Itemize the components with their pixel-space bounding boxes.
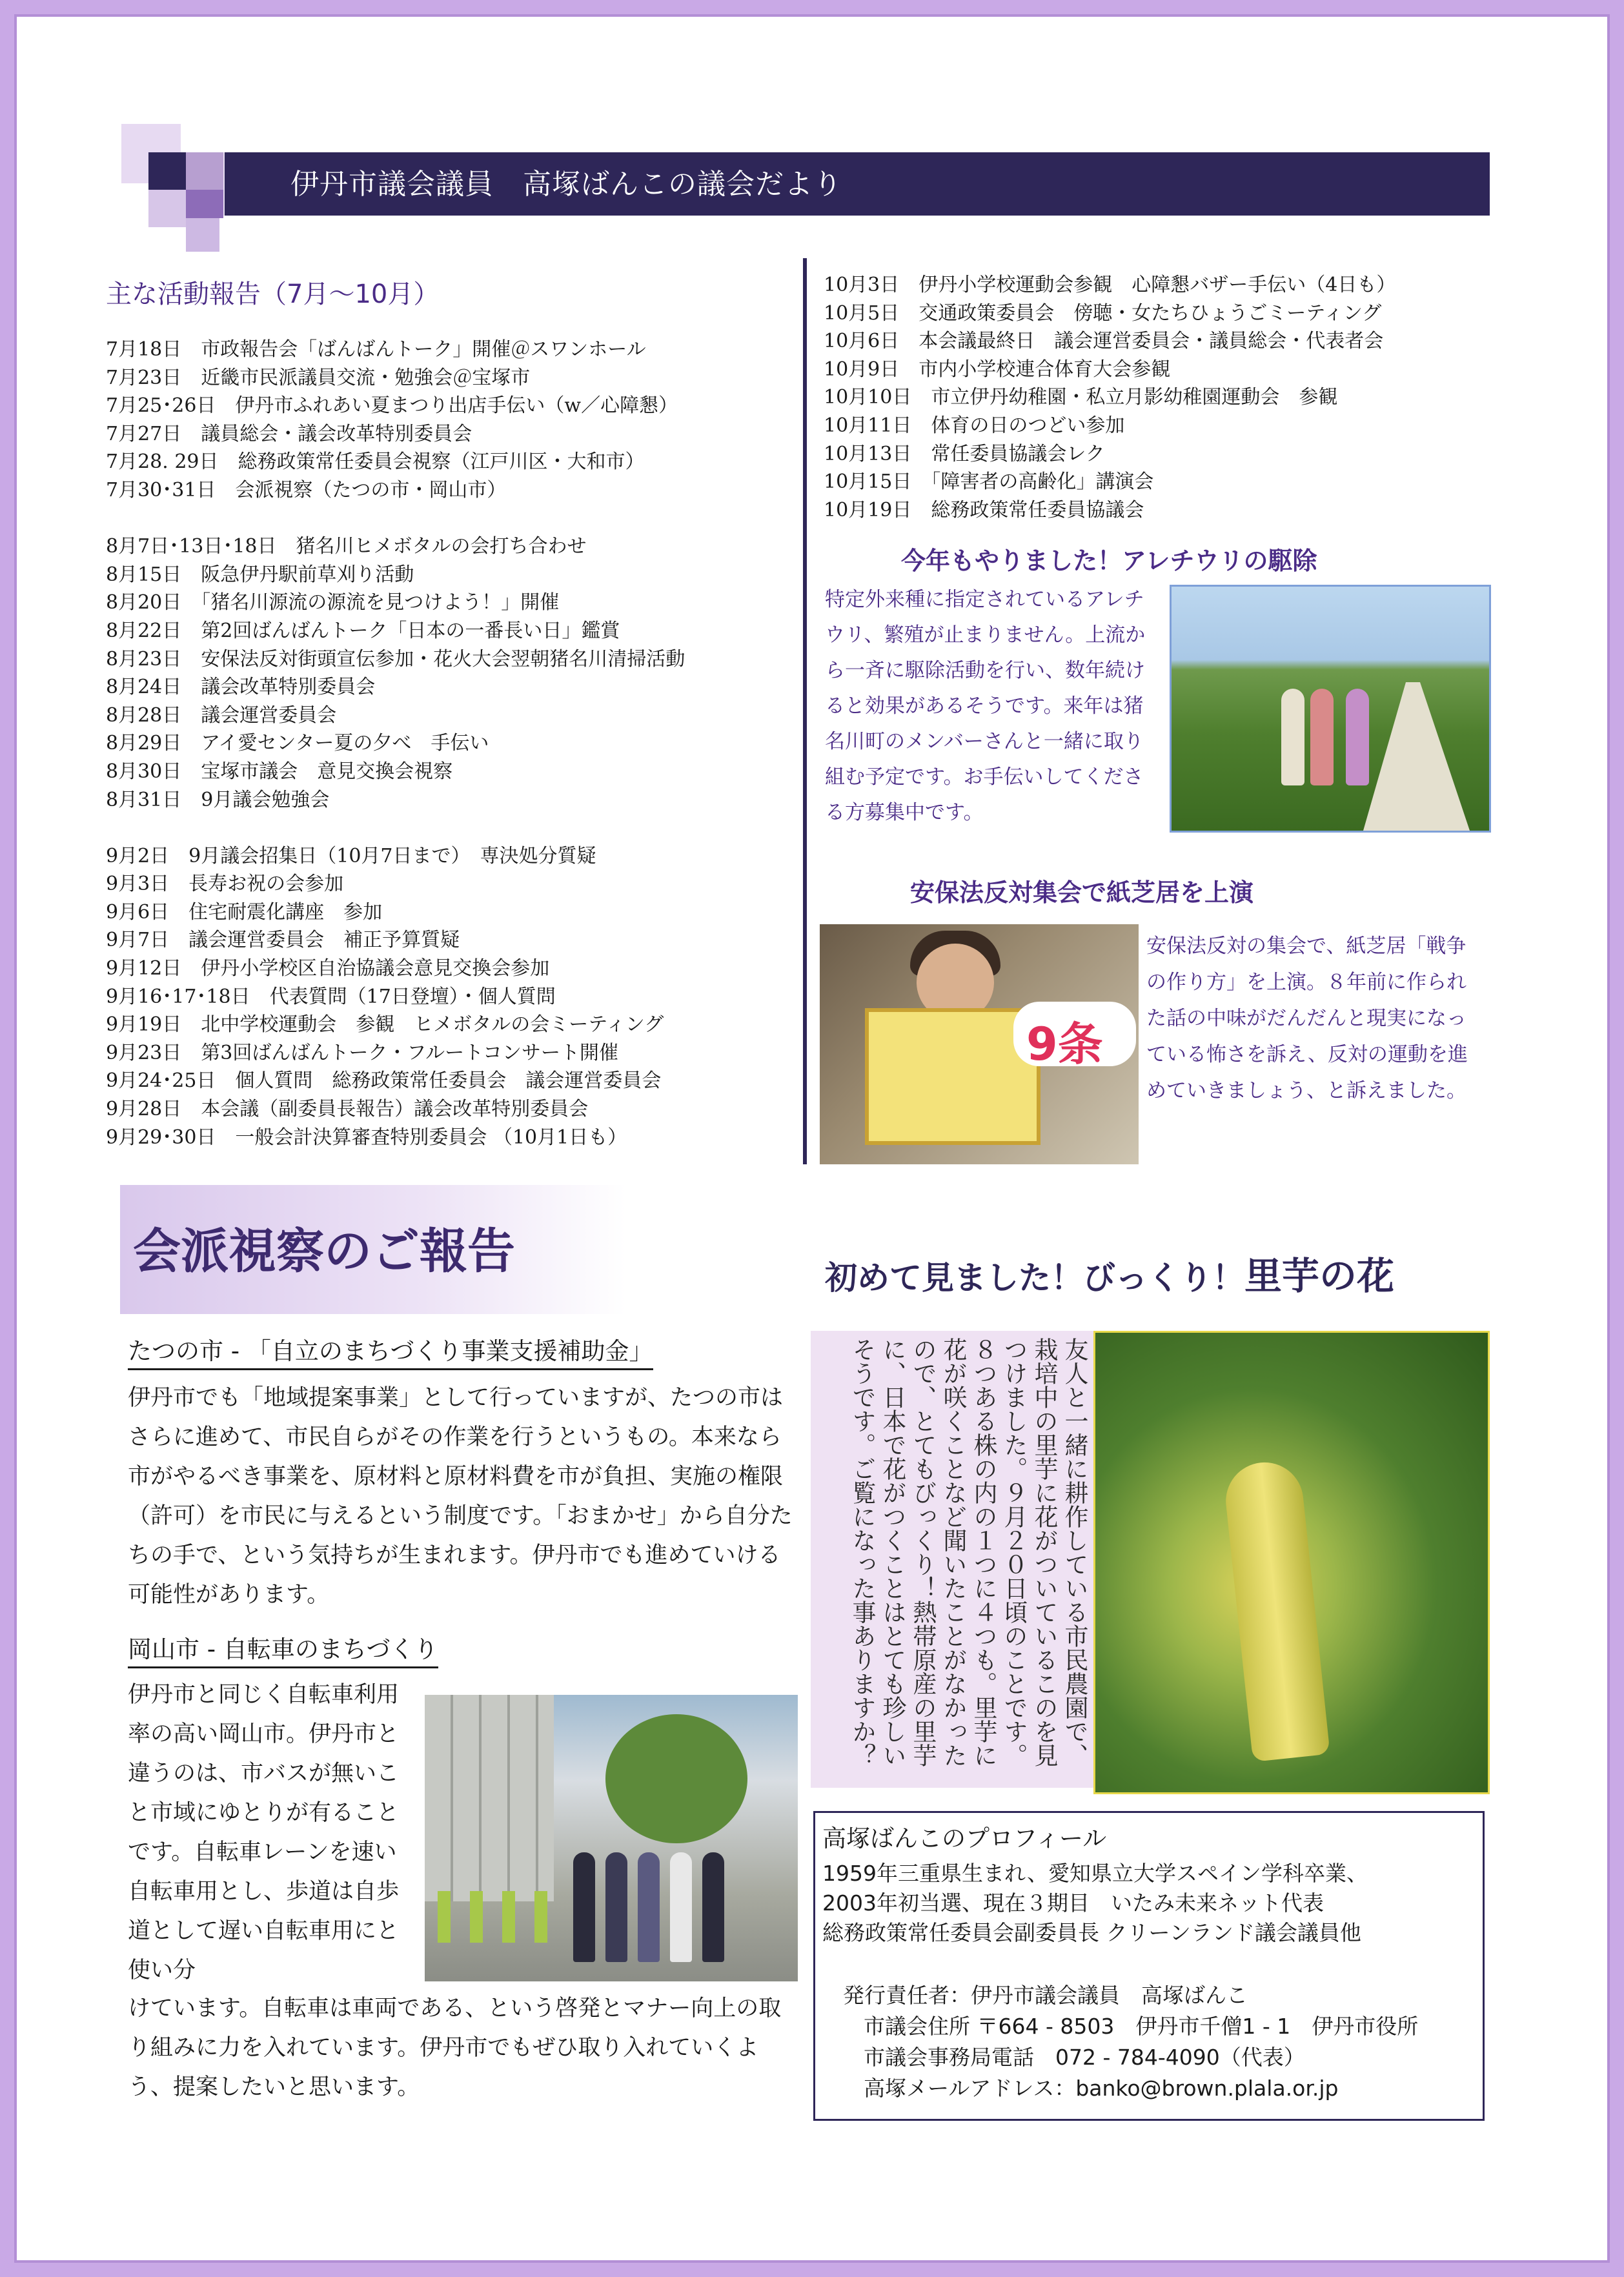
log-item: 9月7日 議会運営委員会 補正予算質疑 (106, 929, 460, 952)
log-item: 10月3日 伊丹小学校運動会参観 心障懇バザー手伝い（4日も） (824, 274, 1396, 296)
tatsuno-heading: たつの市 - 「自立のまちづくり事業支援補助金」 (128, 1335, 653, 1370)
kamishibai-text: 安保法反対の集会で、紙芝居「戦争の作り方」を上演。８年前に作られた話の中味がだんだんと現実になっている怖さを訴え、反対の運動を進めていきましょう、と訴えました。 (1146, 935, 1468, 1102)
log-item: 7月25･26日 伊丹市ふれあい夏まつり出店手伝い（w／心障懇） (106, 394, 678, 418)
log-item: 10月10日 市立伊丹幼稚園・私立月影幼稚園運動会 参観 (824, 386, 1338, 409)
log-item: 8月22日 第2回ばんばんトーク「日本の一番長い日」鑑賞 (106, 619, 620, 642)
log-item: 10月15日 「障害者の高齢化」講演会 (824, 471, 1154, 494)
satoimo-text: 友人と一緒に耕作している市民農園で、栽培中の里芋に花がついているこのを見つけました。９月２０日頃のことです。８つある株の内の１つに４つも。里芋に花が咲くことなど聞いたことがなかったので、とてもびっくり！熱帯原産の里芋に、日本で花がつくことはとても珍しいそうです。ご覧になった事ありますか？ (848, 1337, 1088, 1767)
satoimo-title-pre: 初めて見ました！びっくり！ (825, 1259, 1244, 1297)
log-item: 9月12日 伊丹小学校区自治協議会意見交換会参加 (106, 957, 550, 980)
photo-person (1281, 689, 1304, 785)
profile-lines (822, 1859, 1368, 1948)
log-item: 9月19日 北中学校運動会 参観 ヒメボタルの会ミーティング (106, 1013, 664, 1037)
kamishibai-photo (820, 924, 1139, 1164)
log-item: 8月24日 議会改革特別委員会 (106, 676, 376, 699)
photo-person (1346, 689, 1369, 785)
photo-building (425, 1695, 554, 1901)
okayama-photo (425, 1695, 798, 1981)
log-item: 7月28. 29日 総務政策常任委員会視察（江戸川区・大和市） (106, 450, 645, 474)
newsletter-title: 伊丹市議会議員 高塚ばんこの議会だより (290, 168, 842, 201)
photo-person (670, 1852, 692, 1962)
alechi-title: 今年もやりました！アレチウリの駆除 (901, 547, 1317, 575)
log-item: 9月28日 本会議（副委員長報告）議会改革特別委員会 (106, 1098, 589, 1121)
photo-tree (605, 1714, 747, 1843)
alechi-text: 特定外来種に指定されているアレチウリ、繁殖が止まりません。上流から一斉に駆除活動を行い、数年続けると効果があるそうです。来年は猪名川町のメンバーさんと一緒に取り組む予定です。お手伝いしてくださる方募集中です。 (825, 588, 1146, 824)
kaiha-title: 会派視察のご報告 (133, 1224, 515, 1279)
header-decoration-square (186, 152, 223, 190)
photo-sign (1013, 1002, 1136, 1071)
publisher-line: 市議会事務局電話 072 - 784-4090（代表） (864, 2045, 1305, 2070)
kamishibai-title: 安保法反対集会で紙芝居を上演 (910, 878, 1254, 907)
okayama-text: 伊丹市と同じく自転車利用率の高い岡山市。伊丹市と違うのは、市バスが無いこと市域にゆとりが有ることです。自転車レーンを速い自転車用とし、歩道は自歩道として遅い自転車用にと使い分 (128, 1682, 400, 1983)
log-item: 9月3日 長寿お祝の会参加 (106, 873, 344, 896)
profile-title: 高塚ばんこのプロフィール (822, 1825, 1107, 1852)
log-item: 10月5日 交通政策委員会 傍聴・女たちひょうごミーティング (824, 301, 1382, 325)
header-decoration-square (148, 190, 186, 227)
profile-line: 1959年三重県生まれ、愛知県立大学スペイン学科卒業、 (822, 1861, 1368, 1886)
photo-person (605, 1852, 627, 1962)
log-item: 7月30･31日 会派視察（たつの市・岡山市） (106, 478, 507, 501)
okayama-text-continued: けています。自転車は車両である、という啓発とマナー向上の取り組みに力を入れています。伊丹市でもぜひ取り入れていくよう、提案したいと思います。 (128, 1996, 782, 2100)
email-address[interactable]: 高塚メールアドレス：banko@brown.plala.or.jp (864, 2076, 1339, 2101)
log-item: 8月15日 阪急伊丹駅前草刈り活動 (106, 563, 414, 586)
satoimo-title (825, 1246, 1394, 1300)
alechi-photo (1170, 585, 1491, 833)
log-item: 9月2日 9月議会招集日（10月7日まで） 専決処分質疑 (106, 844, 596, 867)
photo-person (573, 1852, 595, 1962)
photo-person (638, 1852, 660, 1962)
photo-flower (1222, 1459, 1330, 1762)
profile-line: 2003年初当選、現在３期目 いたみ未来ネット代表 (822, 1890, 1324, 1916)
header-decoration-square (186, 190, 223, 218)
log-item: 7月23日 近畿市民派議員交流・勉強会＠宝塚市 (106, 366, 531, 389)
header-decoration-square (148, 152, 186, 190)
log-item: 10月6日 本会議最終日 議会運営委員会・議員総会・代表者会 (824, 330, 1384, 353)
profile-line: 総務政策常任委員会副委員長 クリーンランド議会議員他 (822, 1920, 1361, 1945)
log-item: 8月29日 アイ愛センター夏の夕べ 手伝い (106, 732, 489, 755)
log-item: 8月20日 「猪名川源流の源流を見つけよう！」開催 (106, 591, 560, 614)
activity-log-right (824, 271, 1396, 524)
log-item: 8月7日･13日･18日 猪名川ヒメボタルの会打ち合わせ (106, 535, 587, 558)
tatsuno-text: 伊丹市でも「地域提案事業」として行っていますが、たつの市はさらに進めて、市民自らがその作業を行うというもの。本来なら市がやるべき事業を、原材料と原材料費を市が負担、実施の権限（許可）を市民に与えるという制度です。「おまかせ」から自分たちの手で、という気持ちが生まれます。伊丹市でも進めていける可能性があります。 (128, 1385, 793, 1608)
spacer (106, 505, 685, 533)
log-item: 10月11日 体育の日のつどい参加 (824, 414, 1125, 437)
okayama-heading: 岡山市 - 自転車のまちづくり (128, 1633, 438, 1668)
log-item: 8月30日 宝塚市議会 意見交換会視察 (106, 760, 453, 783)
photo-person (1310, 689, 1334, 785)
header-decoration-square (186, 218, 219, 252)
log-item: 9月24･25日 個人質問 総務政策常任委員会 議会運営委員会 (106, 1069, 662, 1093)
publisher-line: 市議会住所 〒664 - 8503 伊丹市千僧1 - 1 伊丹市役所 (864, 2014, 1419, 2039)
log-item: 8月23日 安保法反対街頭宣伝参加・花火大会翌朝猪名川清掃活動 (106, 647, 685, 671)
spacer (106, 814, 685, 842)
log-item: 8月31日 9月議会勉強会 (106, 788, 330, 811)
log-item: 9月29･30日 一般会計決算審査特別委員会 （10月1日も） (106, 1126, 627, 1149)
log-item: 7月27日 議員総会・議会改革特別委員会 (106, 422, 472, 445)
photo-bicycles (438, 1891, 567, 1943)
satoimo-title-main: 里芋の花 (1244, 1254, 1395, 1298)
publisher-line: 発行責任者：伊丹市議会議員 高塚ばんこ (843, 1983, 1248, 2008)
photo-person (702, 1852, 724, 1962)
sign-text: 9条 (1026, 1018, 1103, 1071)
log-item: 9月6日 住宅耐震化講座 参加 (106, 900, 383, 924)
satoimo-photo (1093, 1331, 1490, 1794)
column-divider (803, 258, 807, 1164)
log-item: 10月13日 常任委員協議会レク (824, 442, 1105, 465)
activity-log-left (106, 336, 685, 1151)
log-item: 9月23日 第3回ばんばんトーク・フルートコンサート開催 (106, 1041, 618, 1064)
log-item: 10月19日 総務政策常任委員協議会 (824, 498, 1144, 521)
publisher-info (843, 1980, 1418, 2104)
log-item: 7月18日 市政報告会「ばんばんトーク」開催＠スワンホール (106, 338, 646, 361)
activity-heading: 主な活動報告（7月～10月） (106, 279, 440, 309)
log-item: 9月16･17･18日 代表質問（17日登壇）・個人質問 (106, 985, 556, 1008)
log-item: 10月9日 市内小学校連合体育大会参観 (824, 358, 1171, 381)
log-item: 8月28日 議会運営委員会 (106, 703, 337, 727)
